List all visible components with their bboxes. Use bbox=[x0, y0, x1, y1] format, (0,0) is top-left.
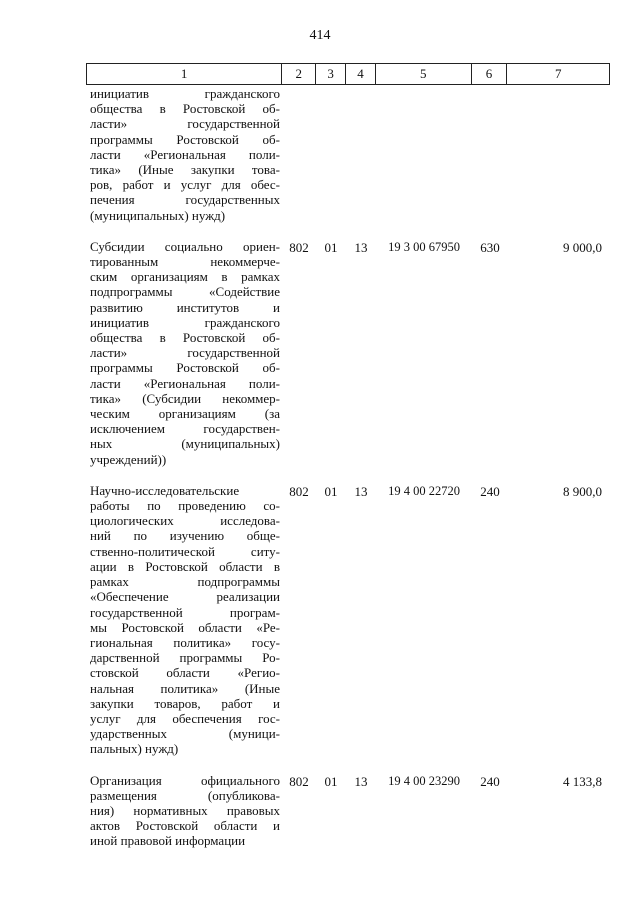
expense-type-code: 240 bbox=[480, 773, 500, 789]
row-description bbox=[86, 86, 282, 223]
table-row bbox=[86, 773, 610, 849]
description-line: циологических исследова- bbox=[90, 513, 280, 529]
description-line: подпрограммы «Содействие bbox=[90, 284, 280, 300]
description-line: печения государственных bbox=[90, 192, 280, 208]
description-line: инициатив гражданского bbox=[90, 86, 280, 101]
description-line: государственной програм- bbox=[90, 604, 280, 620]
description-line: программы Ростовской об- bbox=[90, 360, 280, 376]
description-line: рамках подпрограммы bbox=[90, 574, 280, 590]
description-line: тика» (Субсидии некоммер- bbox=[90, 390, 280, 406]
section-code bbox=[316, 86, 346, 87]
description-line: общества в Ростовской об- bbox=[90, 330, 280, 346]
section-code: 01 bbox=[324, 483, 338, 499]
target-article-code: 19 3 00 67950 bbox=[388, 239, 460, 254]
column-header-1: 1 bbox=[87, 64, 282, 84]
description-line: нальная политика» (Иные bbox=[90, 680, 280, 696]
description-line: тика» (Иные закупки това- bbox=[90, 162, 280, 178]
description-line: услуг для обеспечения гос- bbox=[90, 710, 280, 726]
expense-type-code: 630 bbox=[480, 239, 500, 255]
table-row bbox=[86, 483, 610, 757]
description-line: Субсидии социально ориен- bbox=[90, 238, 280, 254]
description-line: ским организациям в рамках bbox=[90, 269, 280, 285]
column-header-4: 4 bbox=[346, 64, 376, 84]
description-line: актов Ростовской области и bbox=[90, 818, 280, 834]
description-line: (муниципальных) нужд) bbox=[90, 207, 226, 223]
description-line: ственно-политической ситу- bbox=[90, 543, 280, 559]
description-line: иной правовой информации bbox=[90, 833, 246, 849]
description-line: ласти «Региональная поли- bbox=[90, 375, 280, 391]
description-line: ных (муниципальных) bbox=[90, 436, 280, 452]
description-line: тированным некоммерче- bbox=[90, 254, 280, 270]
section-code: 01 bbox=[324, 239, 338, 255]
ministry-code: 802 bbox=[289, 239, 309, 255]
column-header-2: 2 bbox=[282, 64, 316, 84]
description-line: гиональная политика» госу- bbox=[90, 634, 280, 650]
table-row bbox=[86, 239, 610, 467]
description-line: мы Ростовской области «Ре- bbox=[90, 619, 280, 635]
description-line: ударственных (муници- bbox=[90, 726, 280, 742]
ministry-code bbox=[282, 86, 316, 87]
amount-value: 8 900,0 bbox=[563, 483, 602, 499]
expense-type-code bbox=[472, 86, 508, 87]
table-header-row bbox=[86, 63, 610, 85]
description-line: ласти «Региональная поли- bbox=[90, 146, 280, 162]
page-number: 414 bbox=[309, 28, 331, 43]
description-line: ласти» государственной bbox=[90, 345, 280, 361]
description-line: учреждений)) bbox=[90, 451, 167, 467]
description-line: ласти» государственной bbox=[90, 116, 280, 132]
target-article-code: 19 4 00 23290 bbox=[388, 773, 460, 788]
section-code: 01 bbox=[324, 773, 338, 789]
column-header-3: 3 bbox=[316, 64, 346, 84]
description-line: «Обеспечение реализации bbox=[90, 589, 280, 605]
table-body bbox=[86, 86, 610, 865]
expense-type-code: 240 bbox=[480, 483, 500, 499]
description-line: программы Ростовской об- bbox=[90, 131, 280, 147]
subsection-code: 13 bbox=[354, 483, 368, 499]
description-line: Организация официального bbox=[90, 772, 280, 788]
description-line: пальных) нужд) bbox=[90, 741, 179, 757]
ministry-code: 802 bbox=[289, 483, 309, 499]
description-line: размещения (опубликова- bbox=[90, 787, 280, 803]
ministry-code: 802 bbox=[289, 773, 309, 789]
subsection-code: 13 bbox=[354, 239, 368, 255]
table-row bbox=[86, 86, 610, 223]
amount-value: 4 133,8 bbox=[563, 773, 602, 789]
description-line: ров, работ и услуг для обес- bbox=[90, 177, 280, 193]
description-line: закупки товаров, работ и bbox=[90, 695, 280, 711]
description-line: ации в Ростовской области в bbox=[90, 558, 280, 574]
description-line: ния) нормативных правовых bbox=[90, 802, 280, 818]
description-line: стовской области «Регио- bbox=[90, 665, 280, 681]
row-description bbox=[86, 773, 282, 849]
description-line: исключением государствен- bbox=[90, 421, 280, 437]
subsection-code: 13 bbox=[354, 773, 368, 789]
column-header-7: 7 bbox=[554, 66, 562, 81]
description-line: ческим организациям (за bbox=[90, 406, 280, 422]
row-description bbox=[86, 483, 282, 757]
description-line: Научно-исследовательские bbox=[90, 482, 240, 498]
subsection-code bbox=[346, 86, 376, 87]
description-line: работы по проведению со- bbox=[90, 498, 280, 514]
description-line: инициатив гражданского bbox=[90, 314, 280, 330]
description-line: общества в Ростовской об- bbox=[90, 101, 280, 117]
target-article-code: 19 4 00 22720 bbox=[388, 483, 460, 498]
row-description bbox=[86, 239, 282, 467]
target-article-code bbox=[376, 86, 472, 87]
column-header-5: 5 bbox=[376, 64, 472, 84]
description-line: развитию институтов и bbox=[90, 299, 280, 315]
amount-value: 9 000,0 bbox=[563, 239, 602, 255]
description-line: дарственной программы Ро- bbox=[90, 650, 280, 666]
amount-value bbox=[508, 86, 610, 87]
description-line: ний по изучению обще- bbox=[90, 528, 280, 544]
column-header-6: 6 bbox=[472, 64, 508, 84]
